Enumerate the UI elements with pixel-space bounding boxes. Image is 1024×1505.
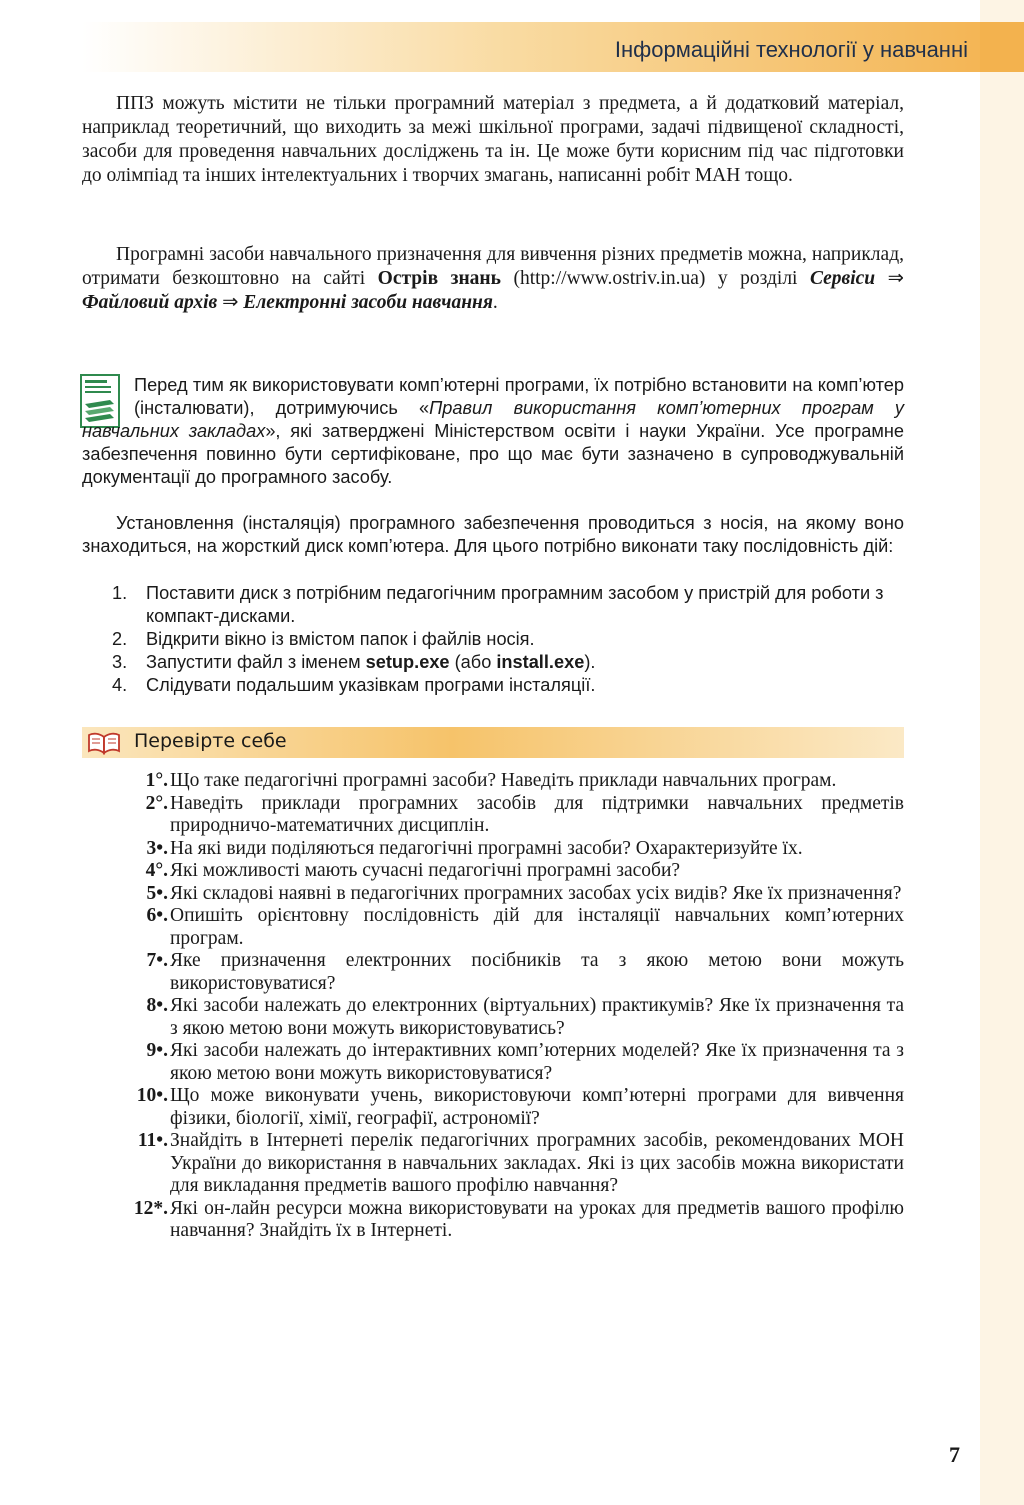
note-paragraph: Перед тим як використовувати комп’ютерні програми, їх потрібно встановити на комп’ютер (інсталювати), дотримуючись «Правил використання комп’ютерних програм у навчальних закладах», які затверджені Міністерством освіти і науки України. Усе програмне забезпечення повинно бути сертифіковане, про що має бути зазначено в супроводжувальній документації до програмного засобу. (82, 375, 904, 487)
list-item: 3. Запустити файл з іменем setup.exe (або install.exe). (112, 652, 596, 672)
site-url-text: (http://www.ostriv.in.ua) у розділі (500, 268, 810, 289)
list-item: 6•. Опишіть орієнтовну послідовність дій для інсталяції навчальних комп’ютерних програм. (146, 905, 904, 949)
page-number: 7 (949, 1442, 960, 1467)
list-item: 1°. Що таке педагогічні програмні засоби? Наведіть приклади навчальних програм. (145, 770, 837, 791)
self-check-title: Перевірте себе (134, 730, 287, 752)
running-header (82, 22, 1024, 72)
rules-title: Правил використання комп’ютерних програм у навчальних закладах (82, 398, 904, 441)
questions-list (82, 770, 904, 1243)
install-steps (82, 582, 904, 697)
header-title: Інформаційні технології у навчанні (614, 37, 968, 62)
page-side-strip (980, 0, 1024, 1505)
path-arrow: ⇒ (217, 292, 244, 313)
file-name: install.exe (496, 652, 585, 672)
self-check-heading (82, 727, 904, 758)
list-item: 8•. Які засоби належать до електронних (віртуальних) практикумів? Яке їх призначення та з якою метою вони можуть використовуватись? (146, 995, 904, 1039)
menu-path-services: Сервіси (809, 268, 876, 289)
list-item: 5•. Які складові наявні в педагогічних програмних засобах усіх видів? Яке їх призначення? (146, 882, 902, 904)
list-item: 10•. Що може виконувати учень, використовуючи комп’ютерні програми для вивчення фізики, біології, хімії, географії, астрономії? (136, 1085, 904, 1129)
intro-p2-start: Програмні засоби навчального призначення для вивчення різних предметів можна, наприклад, отримати безкоштовно на сайті (82, 244, 904, 289)
list-item: 3•. На які види поділяються педагогічні програмні засоби? Охарактеризуйте їх. (146, 837, 803, 859)
menu-path-archive: Файловий архів (82, 292, 218, 313)
list-item: 2. Відкрити вікно із вмістом папок і файлів носія. (112, 629, 535, 649)
intro-paragraph-2: Програмні засоби навчального призначення для вивчення різних предметів можна, наприклад, отримати безкоштовно на сайті Острів знань (http://www.ostriv.in.ua) у розділі Сервіси ⇒ Файловий архів ⇒ Електронні засоби навчання. (82, 244, 904, 313)
list-item: 11•. Знайдіть в Інтернеті перелік педагогічних програмних засобів, рекомендованих МОН України до використання в навчальних закладах. Які із цих засобів можна використати для викладання предметів вашого профілю навчання? (137, 1130, 904, 1196)
path-arrow: ⇒ (875, 268, 904, 289)
list-item: 1. Поставити диск з потрібним педагогічним програмним засобом у пристрій для роботи з компакт-дисками. (112, 583, 884, 626)
list-item: 4. Слідувати подальшим указівкам програми інсталяції. (112, 675, 596, 695)
list-item: 2°. Наведіть приклади програмних засобів для підтримки навчальних предметів природничо-математичних дисциплін. (145, 792, 904, 836)
list-item: 9•. Які засоби належать до інтерактивних комп’ютерних моделей? Яке їх призначення та з якою метою вони можуть використовуватися? (146, 1040, 904, 1084)
file-name: setup.exe (365, 652, 450, 672)
install-paragraph: Установлення (інсталяція) програмного забезпечення проводиться з носія, на якому воно знаходиться, на жорсткий диск комп’ютера. Для цього потрібно виконати таку послідовність дій: (82, 513, 904, 556)
intro-paragraph-1: ППЗ можуть містити не тільки програмний матеріал з предмета, а й додатковий матеріал, наприклад теоретичний, що виходить за межі шкільної програми, задачі підвищеної складності, засоби для проведення навчальних досліджень та ін. Це може бути корисним під час підготовки до олімпіад та інших інтелектуальних і творчих змагань, написанні робіт МАН тощо. (82, 93, 904, 186)
list-item: 12*. Які он-лайн ресурси можна використовувати на уроках для предметів вашого профілю навчання? Знайдіть їх в Інтернеті. (133, 1197, 904, 1241)
site-name: Острів знань (377, 268, 501, 289)
header-tab (980, 22, 1024, 72)
list-item: 4°. Які можливості мають сучасні педагогічні програмні засоби? (145, 860, 681, 881)
open-book-icon (88, 731, 120, 755)
menu-path-tools: Електронні засоби навчання (243, 292, 493, 313)
list-item: 7•. Яке призначення електронних посібників та з якою метою вони можуть використовуватися? (146, 950, 904, 994)
